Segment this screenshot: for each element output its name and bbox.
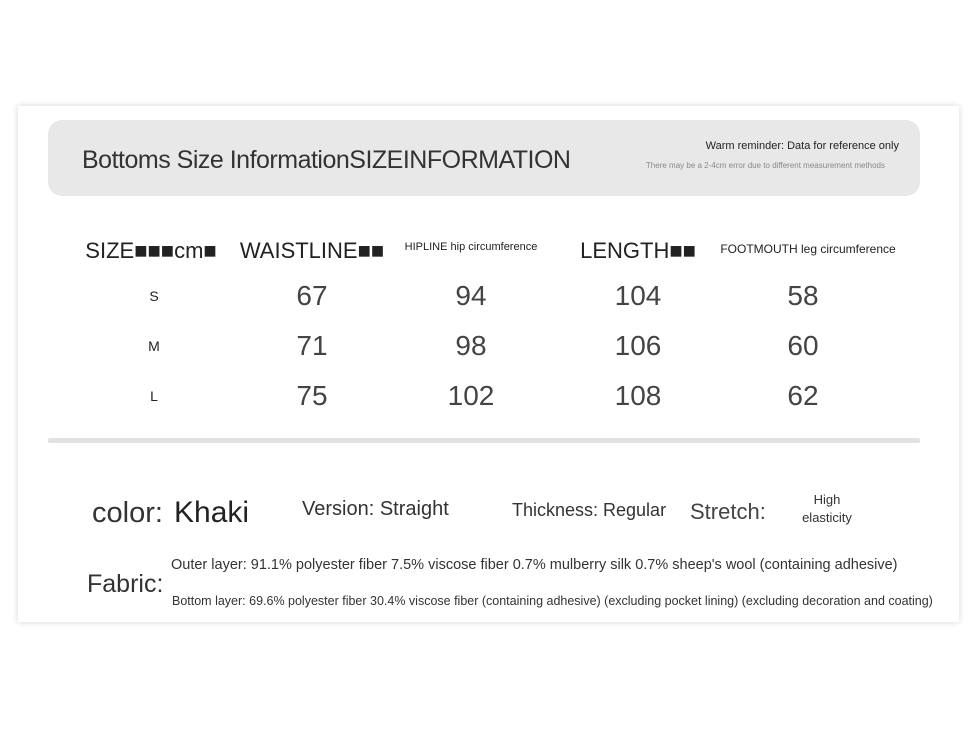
fabric-label: Fabric: (87, 570, 164, 598)
header-size: SIZE■■■cm■ (85, 238, 217, 263)
table-cell-hip: 98 (455, 330, 487, 361)
table-cell-hip: 94 (455, 280, 487, 311)
header-footmouth: FOOTMOUTH leg circumference (720, 242, 896, 256)
color-value: Khaki (174, 496, 250, 529)
table-cell-foot: 62 (787, 380, 819, 411)
table-row-size: S (149, 288, 159, 304)
color-label: color: (92, 497, 163, 529)
divider (48, 438, 920, 443)
table-cell-waist: 67 (296, 280, 328, 311)
version-text: Version: Straight (302, 498, 449, 520)
table-cell-foot: 60 (787, 330, 819, 361)
table-cell-foot: 58 (787, 280, 819, 311)
fabric-bottom-layer: Bottom layer: 69.6% polyester fiber 30.4% viscose fiber (containing adhesive) (excluding pocket lining) (excluding decoration and coating) (172, 594, 933, 608)
stretch-value-line1: High (813, 492, 841, 507)
fabric-outer-layer: Outer layer: 91.1% polyester fiber 7.5% viscose fiber 0.7% mulberry silk 0.7% sheep's wool (containing adhesive) (171, 557, 898, 573)
reminder-text: Warm reminder: Data for reference only (705, 140, 899, 152)
header-length: LENGTH■■ (580, 238, 696, 263)
thickness-text: Thickness: Regular (512, 500, 667, 520)
table-cell-waist: 75 (296, 380, 328, 411)
table-row-size: M (148, 338, 160, 354)
table-cell-length: 108 (614, 380, 662, 411)
stretch-value-line2: elasticity (802, 510, 852, 525)
table-cell-length: 106 (614, 330, 662, 361)
header-hipline: HIPLINE hip circumference (404, 241, 538, 253)
banner-title: Bottoms Size InformationSIZEINFORMATION (82, 146, 571, 174)
table-row-size: L (150, 388, 158, 404)
header-waistline: WAISTLINE■■ (239, 238, 385, 263)
stretch-label: Stretch: (690, 499, 766, 524)
table-cell-hip: 102 (447, 380, 495, 411)
reminder-note: There may be a 2-4cm error due to different measurement methods (645, 161, 885, 170)
table-cell-waist: 71 (296, 330, 328, 361)
table-cell-length: 104 (614, 280, 662, 311)
